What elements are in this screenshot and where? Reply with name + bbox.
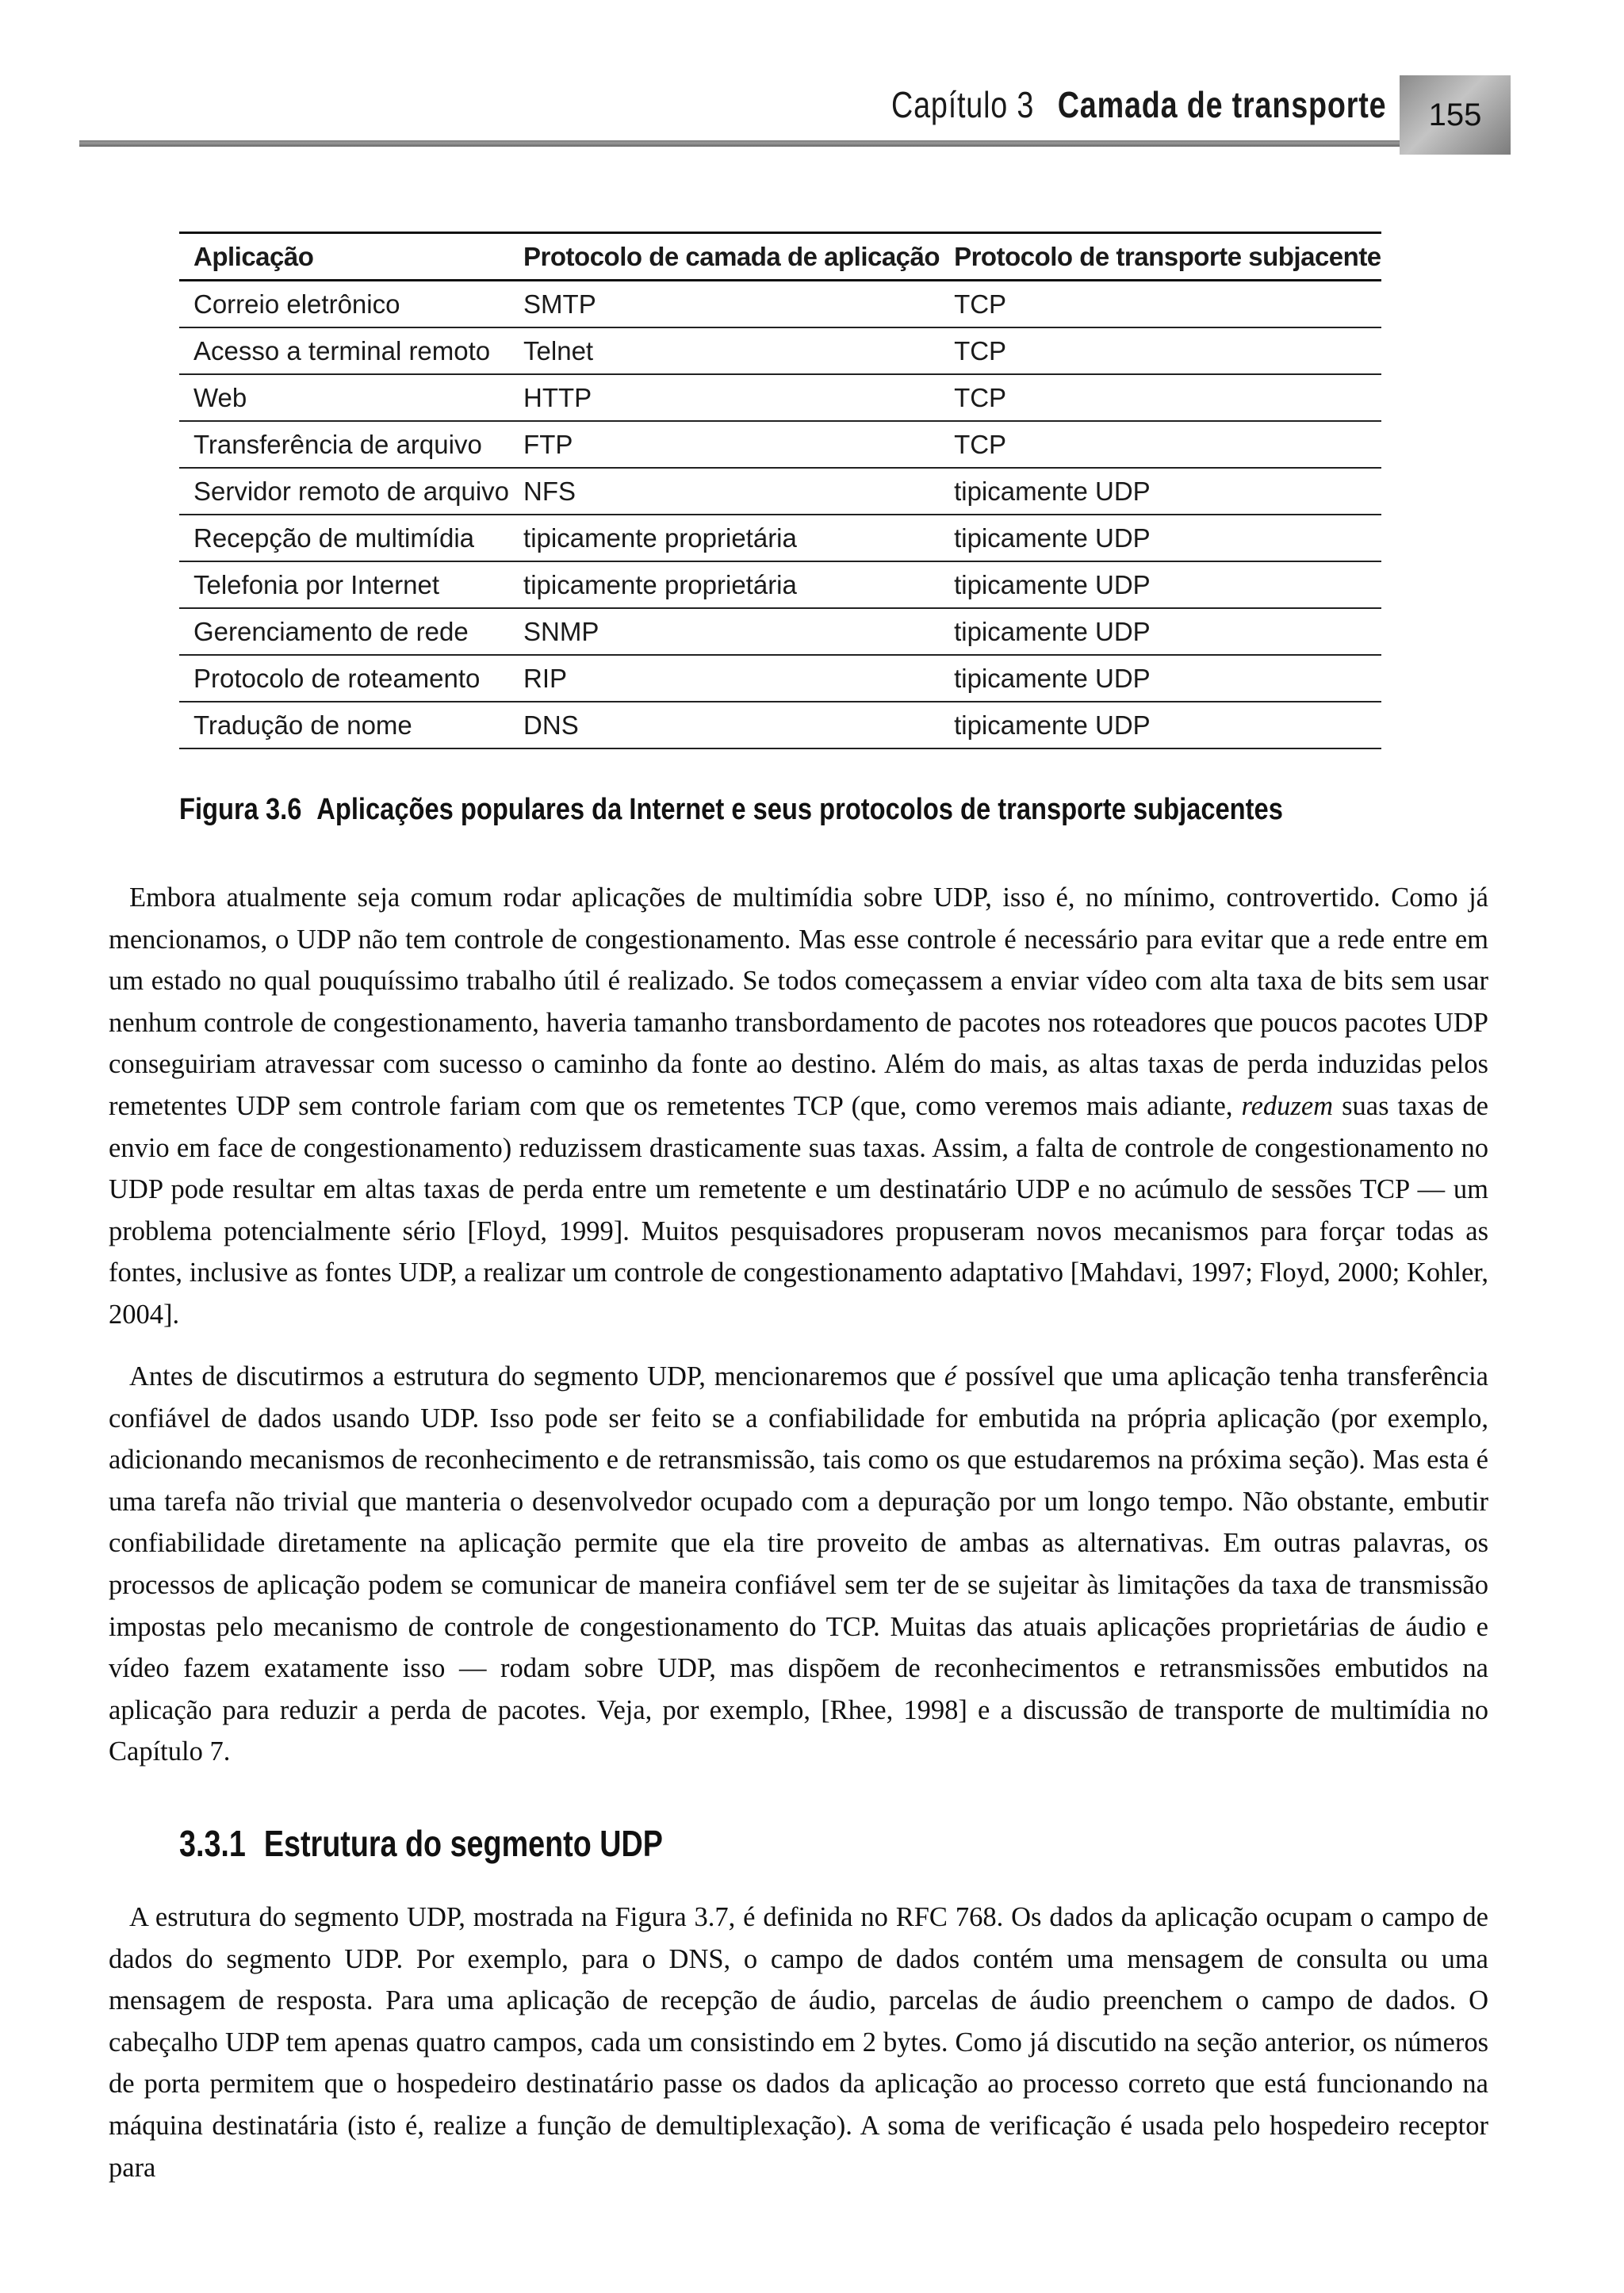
table-cell: tipicamente UDP [940, 468, 1381, 515]
table-row [179, 327, 1381, 374]
emphasis-text: reduzem [1241, 1090, 1334, 1121]
table-cell: Acesso a terminal remoto [179, 327, 509, 374]
table-cell: tipicamente UDP [940, 702, 1381, 748]
table-row [179, 608, 1381, 655]
paragraph-text: suas taxas de envio em face de congestionamento) reduzissem drasticamente suas taxas. Assim, a falta de controle de congestionamento no UDP pode resultar em altas taxas de perda entre um remetente e um destinatário UDP e no acúmulo de sessões TCP — um problema potencialmente sério [Floyd, 1999]. Muitos pesquisadores propuseram novos mecanismos para forçar todas as fontes, inclusive as fontes UDP, a realizar um controle de congestionamento adaptativo [Mahdavi, 1997; Floyd, 2000; Kohler, 2004]. [109, 1090, 1488, 1330]
body-paragraph: A estrutura do segmento UDP, mostrada na Figura 3.7, é definida no RFC 768. Os dados da aplicação ocupam o campo de dados do segmento UDP. Por exemplo, para o DNS, o campo de dados contém uma mensagem de consulta ou uma mensagem de resposta. Para uma aplicação de recepção de áudio, parcelas de áudio preenchem o campo de dados. O cabeçalho UDP tem apenas quatro campos, cada um consistindo em 2 bytes. Como já discutido na seção anterior, os números de porta permitem que o hospedeiro destinatário passe os dados da aplicação ao processo correto que está funcionando na máquina destinatária (isto é, realize a função de demultiplexação). A soma de verificação é usada pelo hospedeiro receptor para [109, 1902, 1488, 2183]
table-cell: SMTP [509, 281, 940, 328]
table-cell: tipicamente UDP [940, 561, 1381, 608]
section-heading [179, 1822, 663, 1865]
table-cell: Telefonia por Internet [179, 561, 509, 608]
table-cell: RIP [509, 655, 940, 702]
table-cell: TCP [940, 327, 1381, 374]
table-cell: Web [179, 374, 509, 421]
table-row [179, 421, 1381, 468]
figure-label: Figura 3.6 [179, 793, 302, 826]
table-row [179, 374, 1381, 421]
table-cell: Correio eletrônico [179, 281, 509, 328]
table-cell: tipicamente proprietária [509, 515, 940, 561]
paragraph-text: Embora atualmente seja comum rodar aplicações de multimídia sobre UDP, isso é, no mínimo, controvertido. Como já mencionamos, o UDP não tem controle de congestionamento. Mas esse controle é necessário para evitar que a rede entre em um estado no qual pouquíssimo trabalho útil é realizado. Se todos começassem a enviar vídeo com alta taxa de bits sem usar nenhum controle de congestionamento, haveria tamanho transbordamento de pacotes nos roteadores que poucos pacotes UDP conseguiriam atravessar com sucesso o caminho da fonte ao destino. Além do mais, as altas taxas de perda induzidas pelos remetentes UDP sem controle fariam com que os remetentes TCP (que, como veremos mais adiante, [109, 882, 1488, 1121]
table-cell: tipicamente proprietária [509, 561, 940, 608]
figure-title: Aplicações populares da Internet e seus protocolos de transporte subjacentes [316, 793, 1283, 826]
table-row [179, 281, 1381, 328]
emphasis-text: é [944, 1361, 957, 1391]
running-header [0, 75, 1624, 155]
table-cell: DNS [509, 702, 940, 748]
header-text [891, 83, 1386, 126]
protocol-table [179, 232, 1381, 749]
table-cell: NFS [509, 468, 940, 515]
table-row [179, 561, 1381, 608]
column-header-transport-protocol: Protocolo de transporte subjacente [940, 233, 1381, 281]
table-cell: tipicamente UDP [940, 608, 1381, 655]
table-cell: SNMP [509, 608, 940, 655]
chapter-title: Camada de transporte [1057, 84, 1386, 125]
table-cell: tipicamente UDP [940, 515, 1381, 561]
table-cell: Recepção de multimídia [179, 515, 509, 561]
paragraph-text: Antes de discutirmos a estrutura do segmento UDP, mencionaremos que [129, 1361, 944, 1391]
table-row [179, 515, 1381, 561]
table-cell: HTTP [509, 374, 940, 421]
table-row [179, 468, 1381, 515]
table-cell: TCP [940, 374, 1381, 421]
table-cell: tipicamente UDP [940, 655, 1381, 702]
paragraph-text: possível que uma aplicação tenha transferência confiável de dados usando UDP. Isso pode ser feito se a confiabilidade for embutida na própria aplicação (por exemplo, adicionando mecanismos de reconhecimento e de retransmissão, tais como os que estudaremos na próxima seção). Mas esta é uma tarefa não trivial que manteria o desenvolvedor ocupado com a depuração por um longo tempo. Não obstante, embutir confiabilidade diretamente na aplicação permite que ela tire proveito de ambas as alternativas. Em outras palavras, os processos de aplicação podem se comunicar de maneira confiável sem ter de se sujeitar às limitações da taxa de transmissão impostas pelo mecanismo de controle de congestionamento do TCP. Muitas das atuais aplicações proprietárias de áudio e vídeo fazem exatamente isso — rodam sobre UDP, mas dispõem de reconhecimentos e retransmissões embutidos na aplicação para reduzir a perda de pacotes. Veja, por exemplo, [Rhee, 1998] e a discussão de transporte de multimídia no Capítulo 7. [109, 1361, 1488, 1767]
header-rule [79, 140, 1443, 147]
table-cell: Servidor remoto de arquivo [179, 468, 509, 515]
table-cell: TCP [940, 281, 1381, 328]
table-cell: Telnet [509, 327, 940, 374]
table-row [179, 702, 1381, 748]
table-cell: TCP [940, 421, 1381, 468]
chapter-label: Capítulo 3 [891, 84, 1034, 125]
table-cell: Tradução de nome [179, 702, 509, 748]
body-paragraph [109, 877, 1488, 1336]
table-cell: Transferência de arquivo [179, 421, 509, 468]
page-number: 155 [1400, 75, 1511, 155]
figure-caption [179, 793, 1283, 827]
table-header-row [179, 233, 1381, 281]
section-title: Estrutura do segmento UDP [263, 1823, 663, 1864]
body-paragraph [109, 1356, 1488, 1773]
table-cell: Protocolo de roteamento [179, 655, 509, 702]
table-cell: FTP [509, 421, 940, 468]
table-cell: Gerenciamento de rede [179, 608, 509, 655]
section-number: 3.3.1 [179, 1823, 246, 1864]
column-header-application: Aplicação [179, 233, 509, 281]
table-row [179, 655, 1381, 702]
column-header-app-protocol: Protocolo de camada de aplicação [509, 233, 940, 281]
